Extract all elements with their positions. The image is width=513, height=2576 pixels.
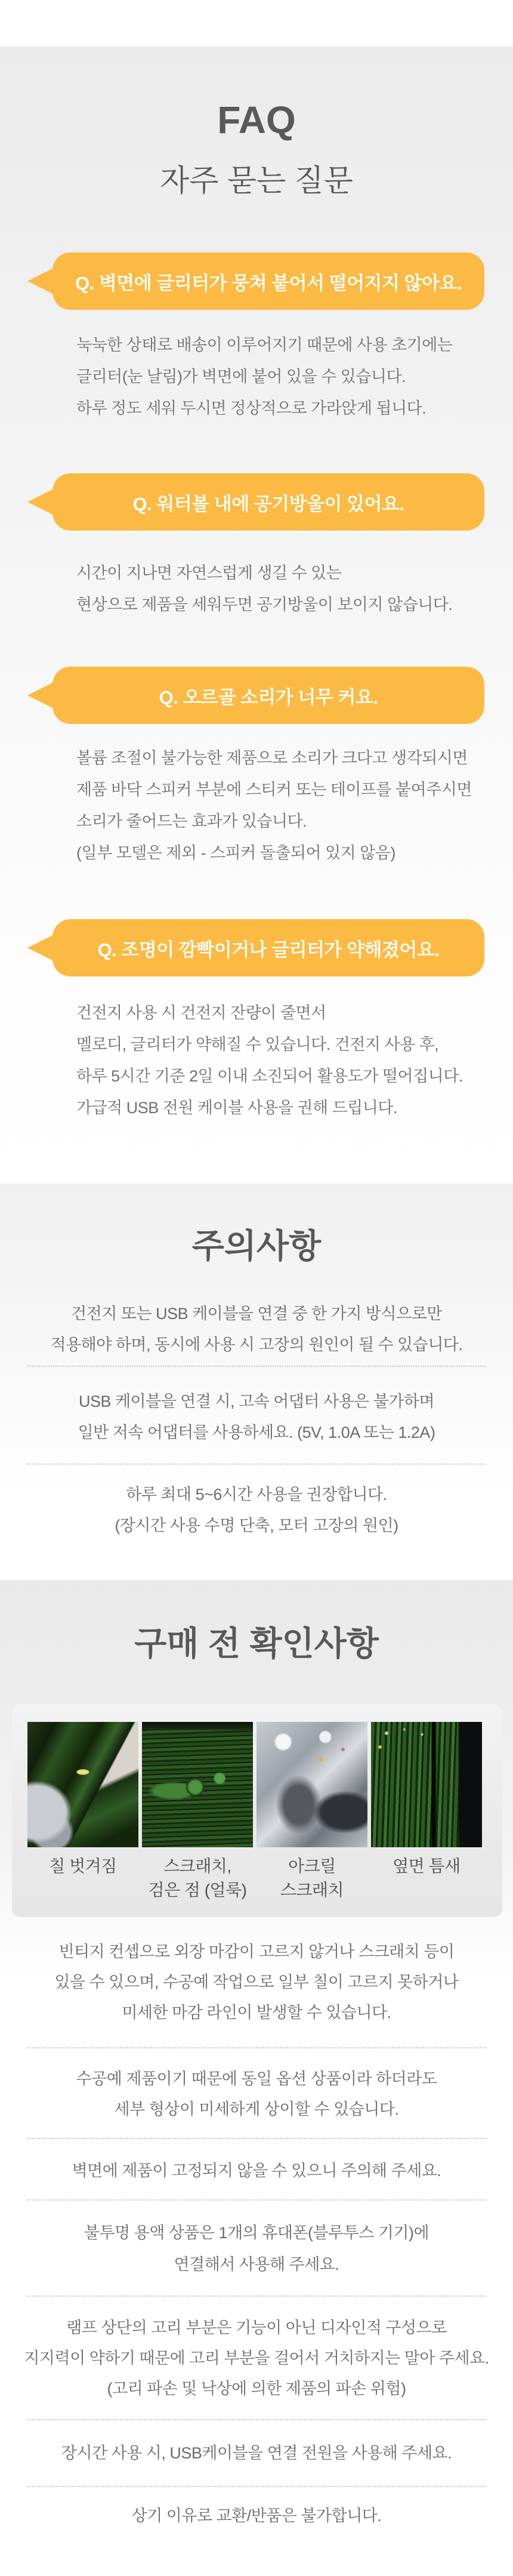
faq-question-bubble-1: [52, 252, 484, 310]
check-paragraph-6: [0, 2438, 513, 2469]
caution-paragraph-3: [0, 1479, 513, 1541]
check-paragraph-7: [0, 2501, 513, 2531]
dotted-divider: [27, 2419, 486, 2420]
acrylic-scratch-photo: [256, 1722, 367, 1847]
caption-line: 아크릴: [288, 1857, 336, 1875]
caption-line: 옆면 틈새: [393, 1857, 461, 1875]
caption-line: 스크래치: [280, 1881, 344, 1899]
dotted-divider: [27, 2295, 486, 2297]
check-paragraph-1-line-2: 있을 수 있으며, 수공예 작업으로 일부 칠이 고르지 못하거나: [54, 1973, 459, 1991]
faq-answer-1-line-3: 하루 정도 세워 두시면 정상적으로 가라앉게 됩니다.: [76, 399, 427, 417]
check-paragraph-1: [0, 1937, 513, 2028]
faq-question-text-1: Q. 벽면에 글리터가 뭉쳐 붙어서 떨어지지 않아요.: [75, 272, 462, 294]
paint-peeling-photo: [27, 1722, 138, 1847]
scratch-black-dot-photo: [142, 1722, 253, 1847]
faq-answer-1-line-1: 눅눅한 상태로 배송이 이루어지기 때문에 사용 초기에는: [76, 336, 453, 354]
caution-paragraph-1-line-2: 적용해야 하며, 동시에 사용 시 고장의 원인이 될 수 있습니다.: [50, 1336, 463, 1354]
caution-paragraph-3-line-1: 하루 최대 5~6시간 사용을 권장합니다.: [126, 1486, 387, 1503]
faq-answer-4-line-1: 건전지 사용 시 건전지 잔량이 줄면서: [76, 1004, 326, 1022]
faq-title: FAQ: [217, 98, 296, 141]
faq-question-text-4: Q. 조명이 깜빡이거나 글리터가 약해졌어요.: [97, 939, 440, 960]
check-paragraph-3: [0, 2156, 513, 2186]
caption-line: 스크래치,: [163, 1857, 231, 1875]
faq-answer-2-line-2: 현상으로 제품을 세워두면 공기방울이 보이지 않습니다.: [76, 596, 453, 614]
faq-question-bubble-2: [52, 473, 484, 531]
caption-paint-peeling: [27, 1854, 138, 1902]
check-paragraph-5-line-2: 지지력이 약하기 때문에 고리 부분을 걸어서 거치하지는 말아 주세요.: [24, 2349, 489, 2367]
faq-answer-3-line-3: 소리가 줄어드는 효과가 있습니다.: [76, 812, 307, 830]
check-paragraph-4-line-1: 불투명 용액 상품은 1개의 휴대폰(블루투스 기기)에: [84, 2224, 429, 2242]
caution-paragraph-2-line-2: 일반 저속 어댑터를 사용하세요. (5V, 1.0A 또는 1.2A): [78, 1423, 435, 1441]
faq-question-text-2: Q. 워터볼 내에 공기방울이 있어요.: [132, 493, 404, 514]
faq-answer-3-line-2: 제품 바닥 스피커 부분에 스티커 또는 테이프를 붙여주시면: [76, 781, 472, 799]
dotted-divider: [27, 2138, 486, 2139]
check-paragraph-2: [0, 2064, 513, 2125]
check-paragraph-2-line-2: 세부 형상이 미세하게 상이할 수 있습니다.: [114, 2100, 399, 2118]
check-paragraph-5-line-3: (고리 파손 및 낙상에 의한 제품의 파손 위험): [107, 2380, 406, 2398]
check-paragraph-2-line-1: 수공예 제품이기 때문에 동일 옵션 상품이라 하더라도: [76, 2070, 437, 2088]
dotted-divider: [27, 2047, 486, 2048]
faq-section: [0, 47, 513, 1184]
pre-purchase-check-section: [0, 1580, 513, 2576]
check-paragraph-4-line-2: 연결해서 사용해 주세요.: [174, 2255, 339, 2273]
check-paragraph-3-line-1: 벽면에 제품이 고정되지 않을 수 있으니 주의해 주세요.: [72, 2162, 441, 2180]
faq-answer-3-line-4: (일부 모델은 제외 - 스피커 돌출되어 있지 않음): [76, 844, 395, 862]
faq-answer-3-line-1: 볼륨 조절이 불가능한 제품으로 소리가 크다고 생각되시면: [76, 749, 468, 767]
caption-scratch-black-dot: [142, 1854, 253, 1902]
caution-section: [0, 1184, 513, 1580]
check-paragraph-6-line-1: 장시간 사용 시, USB케이블을 연결 전원을 사용해 주세요.: [61, 2444, 452, 2462]
faq-answer-2: [76, 557, 494, 621]
caution-paragraph-2-line-1: USB 케이블을 연결 시, 고속 어댑터 사용은 불가하며: [78, 1392, 435, 1410]
faq-answer-4-line-4: 가급적 USB 전원 케이블 사용을 권해 드립니다.: [76, 1099, 397, 1117]
caption-line: 칠 벗겨짐: [49, 1857, 117, 1875]
defect-caption-row: [27, 1854, 482, 1902]
faq-question-bubble-4: [52, 919, 484, 976]
faq-answer-4-line-3: 하루 5시간 기준 2일 이내 소진되어 활용도가 떨어집니다.: [76, 1067, 463, 1085]
caution-paragraph-1-line-1: 건전지 또는 USB 케이블을 연결 중 한 가지 방식으로만: [71, 1305, 442, 1323]
check-paragraph-5-line-1: 램프 상단의 고리 부분은 기능이 아닌 디자인적 구성으로: [66, 2319, 447, 2337]
faq-answer-2-line-1: 시간이 지나면 자연스럽게 생길 수 있는: [76, 564, 342, 582]
dotted-divider: [27, 2486, 486, 2487]
check-paragraph-1-line-1: 빈티지 컨셉으로 외장 마감이 고르지 않거나 스크래치 등이: [58, 1943, 455, 1961]
caption-line: 검은 점 (얼룩): [148, 1881, 247, 1899]
check-title: 구매 전 확인사항: [134, 1625, 379, 1662]
faq-answer-1: [76, 329, 494, 424]
check-paragraph-1-line-3: 미세한 마감 라인이 발생할 수 있습니다.: [122, 2004, 391, 2022]
caution-paragraph-3-line-2: (장시간 사용 수명 단축, 모터 고장의 원인): [115, 1517, 398, 1534]
faq-answer-4: [76, 997, 494, 1124]
side-gap-photo: [371, 1722, 482, 1847]
defect-photo-row: [27, 1722, 482, 1847]
faq-answer-4-line-2: 멜로디, 글리터가 약해질 수 있습니다. 건전지 사용 후,: [76, 1036, 439, 1053]
faq-answer-3: [76, 742, 494, 869]
faq-subtitle: 자주 묻는 질문: [160, 164, 353, 198]
check-paragraph-7-line-1: 상기 이유로 교환/반품은 불가합니다.: [131, 2507, 382, 2525]
top-white-spacer: [0, 0, 513, 47]
caution-title: 주의사항: [191, 1227, 322, 1265]
caption-side-gap: [371, 1854, 482, 1902]
check-paragraph-4: [0, 2217, 513, 2281]
caution-paragraph-1: [0, 1298, 513, 1360]
caution-paragraph-2: [0, 1386, 513, 1448]
dotted-divider: [27, 1366, 486, 1367]
check-paragraph-5: [0, 2313, 513, 2404]
defect-examples-panel: [12, 1704, 502, 1917]
dotted-divider: [27, 1463, 486, 1465]
faq-question-bubble-3: [52, 667, 484, 724]
caption-acrylic-scratch: [256, 1854, 367, 1902]
faq-answer-1-line-2: 글리터(눈 날림)가 벽면에 붙어 있을 수 있습니다.: [76, 368, 406, 386]
dotted-divider: [27, 2199, 486, 2201]
faq-question-text-3: Q. 오르골 소리가 너무 커요.: [159, 686, 378, 708]
